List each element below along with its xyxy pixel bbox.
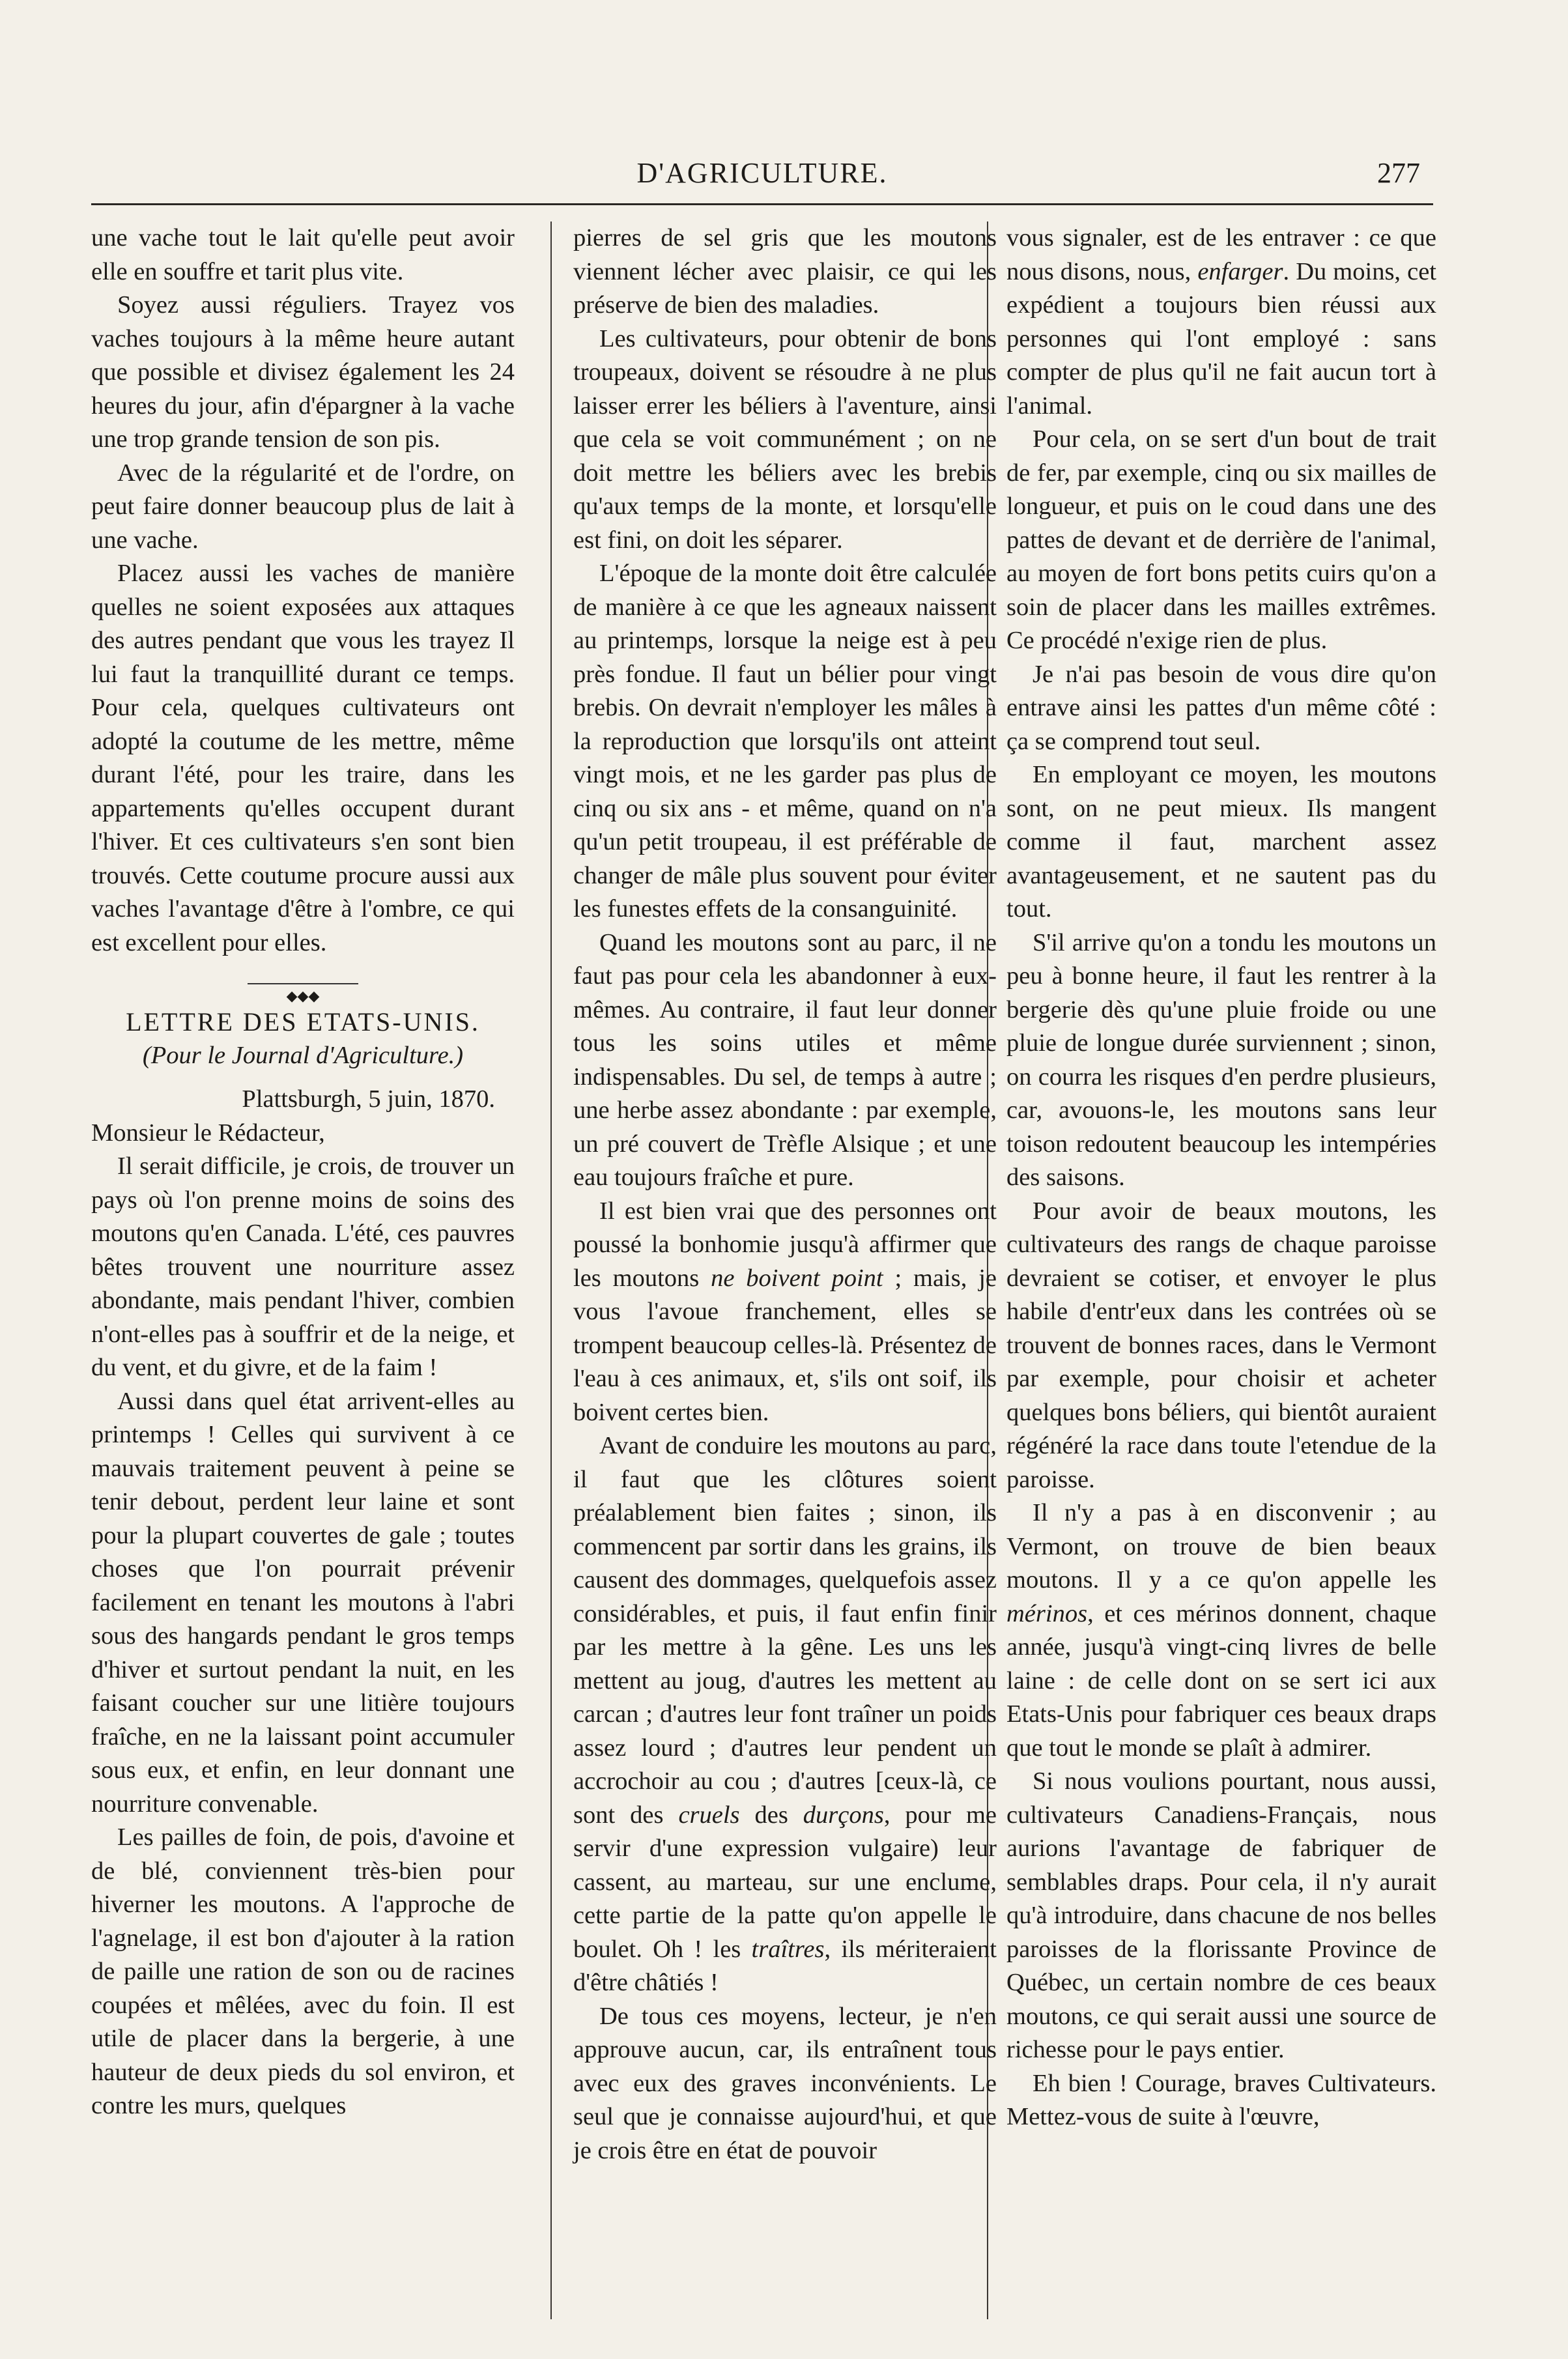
paragraph xyxy=(573,1195,997,1430)
paragraph: Pour cela, on se sert d'un bout de trait de fer, par exemple, cinq ou six mailles de longueur, et puis on le coud dans une des pattes de devant et de derrière de l'animal, au moyen de fort bons petits cuirs qu'on a soin de placer dans les mailles extrêmes. Ce procédé n'exige rien de plus. xyxy=(1006,425,1436,654)
page-header xyxy=(91,156,1433,195)
text-run: Il est bien vrai que des personnes ont poussé la bonhomie jusqu'à affirmer que les moutons xyxy=(573,1197,997,1292)
paragraph: une vache tout le lait qu'elle peut avoir elle en souffre et tarit plus vite. xyxy=(91,224,515,285)
text-run: des xyxy=(739,1801,803,1829)
text-run: , pour me servir d'une expression vulgaire) leur cassent, au marteau, sur une enclume, cette partie de la patte qu'on appelle le boulet. Oh ! les xyxy=(573,1801,997,1963)
paragraph: pierres de sel gris que les moutons viennent lécher avec plaisir, ce qui les préserve de bien des maladies. xyxy=(573,224,997,319)
paragraph: Eh bien ! Courage, braves Cultivateurs. Mettez-vous de suite à l'œuvre, xyxy=(1006,2069,1436,2130)
emphasis: ne boivent point xyxy=(711,1264,883,1292)
page-number: 277 xyxy=(1377,157,1420,189)
paragraph: S'il arrive qu'on a tondu les moutons un peu à bonne heure, il faut les rentrer à la bergerie dès qu'une pluie froide ou une pluie de longue durée surviennent ; sinon, on courra les risques d'en perdre plusieurs, car, avouons-le, les moutons sans leur toison redoutent beaucoup les intempéries des saisons. xyxy=(1006,928,1436,1191)
text-run: vous signaler, est de les entraver : ce que nous disons, nous, xyxy=(1006,224,1436,285)
paragraph: Les pailles de foin, de pois, d'avoine et de blé, conviennent très-bien pour hiverner les moutons. A l'approche de l'agnelage, il est bon d'ajouter à la ration de paille une ration de son ou de racines coupées et mêlées, avec du foin. Il est utile de placer dans la bergerie, à une hauteur de deux pieds du sol environ, et contre les murs, quelques xyxy=(91,1823,515,2119)
paragraph: Avec de la régularité et de l'ordre, on peut faire donner beaucoup plus de lait à une vache. xyxy=(91,459,515,554)
paragraph: Pour avoir de beaux moutons, les cultivateurs des rangs de chaque paroisse devraient se cotiser, et envoyer le plus habile d'entr'eux dans les contrées où se trouvent de bonnes races, dans le Vermont par exemple, pour choisir et acheter quelques bons béliers, qui bientôt auraient régénéré la race dans toute l'etendue de la paroisse. xyxy=(1006,1197,1436,1493)
letter-title: LETTRE DES ETATS-UNIS. xyxy=(126,1007,480,1037)
emphasis: enfarger xyxy=(1197,257,1283,285)
paragraph xyxy=(1006,1496,1436,1765)
emphasis: traîtres xyxy=(751,1935,825,1963)
paragraph: Je n'ai pas besoin de vous dire qu'on entrave ainsi les pattes d'un même côté : ça se comprend tout seul. xyxy=(1006,660,1436,755)
separator-ornament: ◆◆◆ xyxy=(280,988,326,1004)
paragraph: Quand les moutons sont au parc, il ne faut pas pour cela les abandonner à eux-mêmes. Au contraire, il faut leur donner tous les soins utiles et même indispensables. Du sel, de temps à autre ; une herbe assez abondante : par exemple, un pré couvert de Trèfle Alsique ; et une eau toujours fraîche et pure. xyxy=(573,928,997,1191)
paragraph: Soyez aussi réguliers. Trayez vos vaches toujours à la même heure autant que possible et divisez également les 24 heures du jour, afin d'épargner à la vache une trop grande tension de son pis. xyxy=(91,291,515,453)
running-head: D'AGRICULTURE. xyxy=(636,157,888,189)
paragraph: Placez aussi les vaches de manière quelles ne soient exposées aux attaques des autres pendant que vous les trayez Il lui faut la tranquillité durant ce temps. Pour cela, quelques cultivateurs ont adopté la coutume de les mettre, même durant l'été, pour les traire, dans les appartements qu'elles occupent durant l'hiver. Et ces cultivateurs s'en sont bien trouvés. Cette coutume procure aussi aux vaches l'avantage d'être à l'ombre, ce qui est excellent pour elles. xyxy=(91,560,515,956)
text-run: Il n'y a pas à en disconvenir ; au Vermont, on trouve de bien beaux moutons. Il y a ce qu'on appelle les xyxy=(1006,1499,1436,1594)
paragraph: Aussi dans quel état arrivent-elles au printemps ! Celles qui survivent à ce mauvais traitement peuvent à peine se tenir debout, perdent leur laine et sont pour la plupart couvertes de gale ; toutes choses que l'on pourrait prévenir facilement en tenant les moutons à l'abri sous des hangards pendant le gros temps d'hiver et surtout pendant la nuit, en les faisant coucher sur une litière toujours fraîche, en ne la laissant point accumuler sous eux, et enfin, en leur donnant une nourriture convenable. xyxy=(91,1387,515,1818)
emphasis: cruels xyxy=(678,1801,740,1829)
text-run: , et ces mérinos donnent, chaque année, jusqu'à vingt-cinq livres de belle laine : de celle dont on se sert ici aux Etats-Unis pour fabriquer ces beaux draps que tout le monde se plaît à admirer. xyxy=(1006,1599,1436,1762)
text-run: Avant de conduire les moutons au parc, il faut que les clôtures soient préalablement bien faites ; sinon, ils commencent par sortir dans les grains, ils causent des dommages, quelquefois assez considérables, et puis, il faut enfin finir par les mettre à la gêne. Les uns les mettent au joug, d'autres les mettent au carcan ; d'autres leur font traîner un poids assez lourd ; d'autres leur pendent un accrochoir au cou ; d'autres [ceux-là, ce sont des xyxy=(573,1432,997,1829)
paragraph: Si nous voulions pourtant, nous aussi, cultivateurs Canadiens-Français, nous aurions l'avantage de fabriquer de semblables draps. Pour cela, il n'y aurait qu'à introduire, dans chacune de nos belles paroisses de la florissante Province de Québec, un certain nombre de ces beaux moutons, ce qui serait aussi une source de richesse pour le pays entier. xyxy=(1006,1767,1436,2063)
paragraph xyxy=(573,1429,997,2000)
dateline: Plattsburgh, 5 juin, 1870. xyxy=(242,1085,495,1113)
paragraph: En employant ce moyen, les moutons sont, on ne peut mieux. Ils mangent comme il faut, marchent assez avantageusement, et ne sautent pas du tout. xyxy=(1006,761,1436,922)
paragraph: Il serait difficile, je crois, de trouver un pays où l'on prenne moins de soins des moutons qu'en Canada. L'été, ces pauvres bêtes trouvent une nourriture assez abondante, mais pendant l'hiver, combien n'ont-elles pas à souffrir et de la neige, et du vent, et du givre, et de la faim ! xyxy=(91,1152,515,1381)
letter-subtitle: (Pour le Journal d'Agriculture.) xyxy=(142,1041,464,1069)
emphasis: durçons xyxy=(803,1801,884,1829)
section-separator xyxy=(91,977,515,1004)
column-1 xyxy=(91,222,515,2123)
paragraph: De tous ces moyens, lecteur, je n'en approuve aucun, car, ils entraînent tous avec eux des graves inconvénients. Le seul que je connaisse aujourd'hui, et que je crois être en état de pouvoir xyxy=(573,2002,997,2164)
column-rule xyxy=(550,222,552,2319)
text-run: , ils mériteraient d'être châtiés ! xyxy=(573,1935,997,1996)
header-rule xyxy=(91,203,1433,205)
paragraph xyxy=(1006,222,1436,423)
column-3 xyxy=(1006,222,1436,2134)
text-run: . Du moins, cet expédient a toujours bien réussi aux personnes qui l'ont employé : sans compter de plus qu'il ne fait aucun tort à l'animal. xyxy=(1006,257,1436,420)
emphasis: mérinos xyxy=(1006,1599,1088,1627)
salutation: Monsieur le Rédacteur, xyxy=(91,1119,325,1147)
paragraph: L'époque de la monte doit être calculée de manière à ce que les agneaux naissent au printemps, lorsque la neige est à peu près fondue. Il faut un bélier pour vingt brebis. On devrait n'employer les mâles à la reproduction que lorsqu'ils ont atteint vingt mois, et ne les garder pas plus de cinq ou six ans - et même, quand on n'a qu'un petit troupeau, il est préférable de changer de mâle plus souvent pour éviter les funestes effets de la consanguinité. xyxy=(573,560,997,922)
paragraph: Les cultivateurs, pour obtenir de bons troupeaux, doivent se résoudre à ne plus laisser errer les béliers à l'aventure, ainsi que cela se voit communément ; on ne doit mettre les béliers avec les brebis qu'aux temps de la monte, et lorsqu'elle est fini, on doit les séparer. xyxy=(573,324,997,554)
text-run: ; mais, je vous l'avoue franchement, elles se trompent beaucoup celles-là. Présentez de l'eau à ces animaux, et, s'ils ont soif, ils boivent certes bien. xyxy=(573,1264,997,1426)
column-2 xyxy=(573,222,997,2167)
